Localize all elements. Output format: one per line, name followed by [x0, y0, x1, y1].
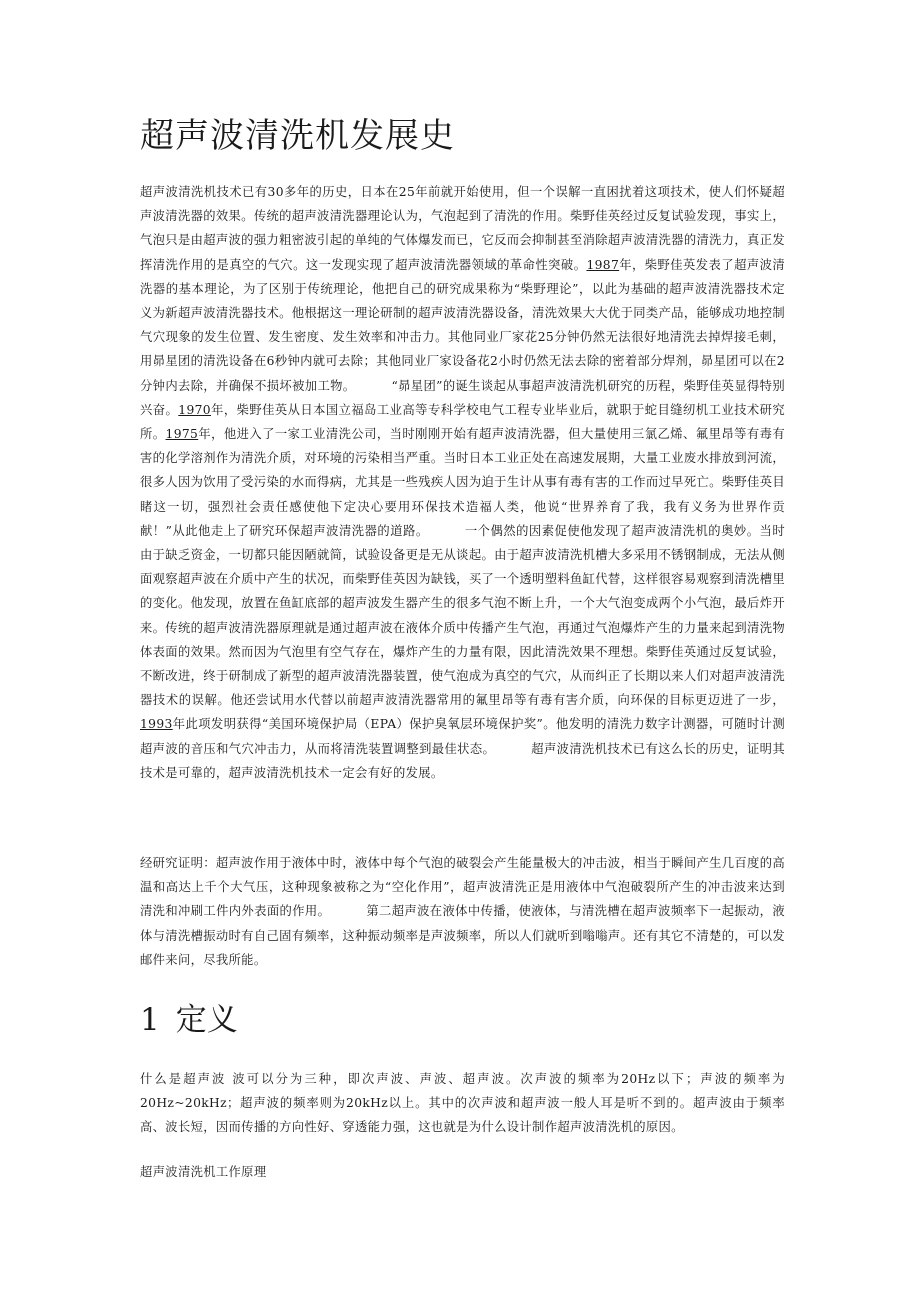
history-paragraph — [140, 180, 785, 785]
research-paragraph — [140, 851, 785, 972]
year-1987: 1987 — [586, 257, 620, 272]
text-run: 经研究证明：超声波作用于液体中时，液体中每个气泡的破裂会产生能量极大的冲击波，相当于瞬间产生几百度的高温和高达上千个大气压，这种现象被称之为“空化作用”，超声波清洗正是用液体中气泡破裂所产生的冲击波来达到清洗和冲刷工件内外表面的作用。 — [140, 856, 785, 919]
text-run: 年，他进入了一家工业清洗公司，当时刚刚开始有超声波清洗器，但大量使用三氯乙烯、氟里昂等有毒有害的化学溶剂作为清洗介质，对环境的污染相当严重。当时日本工业正处在高速发展期，大量工业废水排放到河流，很多人因为饮用了受污染的水而得病，尤其是一些残疾人因为迫于生计从事有毒有害的工作而过早死亡。柴野佳英目睹这一切，强烈社会责任感使他下定决心要用环保技术造福人类，他说“世界养育了我，我有义务为世界作贡献！”从此他走上了研究环保超声波清洗器的道路。 — [140, 427, 785, 538]
text-run: “昴星团”的诞生谈起从事超声波清洗机研究的历程，柴野佳英显得特别兴奋。 — [140, 378, 785, 417]
section-title: 定义 — [175, 1002, 238, 1038]
text-run: 年，柴野佳英从日本国立福岛工业高等专科学校电气工程专业毕业后，就职于蛇目缝纫机工业技术研究所。 — [140, 402, 785, 442]
year-1970: 1970 — [178, 402, 211, 417]
working-principle-heading: 超声波清洗机工作原理 — [140, 1165, 267, 1179]
text-run: 年此项发明获得“美国环境保护局（EPA）保护臭氧层环境保护奖”。他发明的清洗力数字计测器，可随时计测超声波的音压和气穴冲击力，从而将清洗装置调整到最佳状态。 — [140, 717, 785, 756]
definition-paragraph: 什么是超声波 波可以分为三种，即次声波、声波、超声波。次声波的频率为20Hz以下；声波的频率为20Hz~20kHz；超声波的频率则为20kHz以上。其中的次声波和超声波一般人耳是听不到的。超声波由于频率高、波长短，因而传播的方向性好、穿透能力强，这也就是为什么设计制作超声波清洗机的原因。 — [140, 1072, 785, 1135]
section-number: 1 — [140, 1002, 160, 1038]
year-1975: 1975 — [165, 427, 199, 442]
text-run: 一个偶然的因素促使他发现了超声波清洗机的奥妙。当时由于缺乏资金，一切都只能因陋就简，试验设备更是无从谈起。由于超声波清洗机槽大多采用不锈钢制成，无法从侧面观察超声波在介质中产生的状况，而柴野佳英因为缺钱，买了一个透明塑料鱼缸代替，这样很容易观察到清洗槽里的变化。他发现，放置在鱼缸底部的超声波发生器产生的很多气泡不断上升，一个大气泡变成两个小气泡，最后炸开来。传统的超声波清洗器原理就是通过超声波在液体介质中传播产生气泡，再通过气泡爆炸产生的力量来起到清洗物体表面的效果。然而因为气泡里有空气存在，爆炸产生的力量有限，因此清洗效果不理想。柴野佳英通过反复试验，不断改进，终于研制成了新型的超声波清洗器装置，使气泡成为真空的气穴，从而纠正了长期以来人们对超声波清洗器技术的误解。他还尝试用水代替以前超声波清洗器常用的氟里昂等有毒有害介质，向环保的目标更迈进了一步， — [140, 523, 785, 708]
year-1993: 1993 — [140, 717, 173, 732]
document-title: 超声波清洗机发展史 — [140, 116, 455, 156]
text-run: 超声波清洗机技术已有这么长的历史，证明其技术是可靠的，超声波清洗机技术一定会有好的发展。 — [140, 741, 785, 780]
text-run: 超声波清洗机技术已有30多年的历史，日本在25年前就开始使用，但一个误解一直困扰着这项技术，使人们怀疑超声波清洗器的效果。传统的超声波清洗器理论认为，气泡起到了清洗的作用。柴野佳英经过反复试验发现，事实上，气泡只是由超声波的强力粗密波引起的单纯的气体爆发而已，它反而会抑制甚至消除超声波清洗器的清洗力，真正发挥清洗作用的是真空的气穴。这一发现实现了超声波清洗器领域的革命性突破。 — [140, 185, 785, 272]
section-heading — [140, 998, 238, 1042]
text-run: 年，柴野佳英发表了超声波清洗器的基本理论，为了区别于传统理论，他把自己的研究成果称为“柴野理论”，以此为基础的超声波清洗器技术定义为新超声波清洗器技术。他根据这一理论研制的超声波清洗器设备，清洗效果大大优于同类产品，能够成功地控制气穴现象的发生位置、发生密度、发生效率和冲击力。其他同业厂家花25分钟仍然无法很好地清洗去掉焊接毛刺，用昴星团的清洗设备在6秒钟内就可去除；其他同业厂家设备花2小时仍然无法去除的密着部分焊剂，昴星团可以在2分钟内去除，并确保不损坏被加工物。 — [140, 257, 785, 393]
text-run: 第二超声波在液体中传播，使液体，与清洗槽在超声波频率下一起振动，液体与清洗槽振动时有自己固有频率，这种振动频率是声波频率，所以人们就听到嗡嗡声。还有其它不清楚的，可以发邮件来问，尽我所能。 — [140, 904, 785, 967]
